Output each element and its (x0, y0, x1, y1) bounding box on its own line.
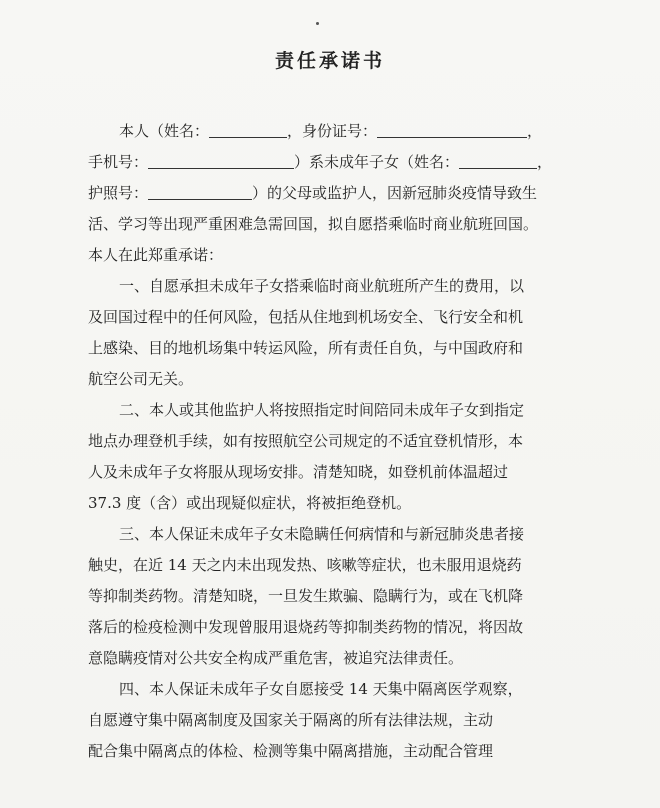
passport-tail: ）的父母或监护人，因新冠肺炎疫情导致生 (252, 184, 538, 202)
para3-line: 落后的检疫检测中发现曾服用退烧药等抑制类药物的情况，将因故 (88, 618, 524, 636)
phone-label: 手机号： (88, 153, 149, 171)
para1-line: 一、自愿承担未成年子女搭乘临时商业航班所产生的费用，以 (119, 277, 525, 295)
phone-blank[interactable] (148, 151, 294, 169)
name-label: 本人（姓名： (119, 122, 210, 140)
form-line-2 (88, 147, 628, 178)
para2-line: 人及未成年子女将服从现场安排。清楚知晓，如登机前体温超过 (88, 463, 509, 481)
para2-line: 37.3 度（含）或出现疑似症状，将被拒绝登机。 (88, 494, 412, 512)
para1-line: 航空公司无关。 (88, 370, 194, 388)
minor-end: ， (537, 153, 553, 171)
para2-line: 地点办理登机手续，如有按照航空公司规定的不适宜登机情形，本 (88, 432, 524, 450)
para1-line: 及回国过程中的任何风险，包括从住地到机场安全、飞行安全和机 (88, 308, 524, 326)
passport-blank[interactable] (148, 182, 252, 200)
para3-line: 三、本人保证未成年子女未隐瞒任何病情和与新冠肺炎患者接 (119, 525, 525, 543)
para3-line: 触史，在近 14 天之内未出现发热、咳嗽等症状，也未服用退烧药 (88, 556, 522, 574)
form-line-3 (88, 178, 628, 209)
para3-line: 等抑制类药物。清楚知晓，一旦发生欺骗、隐瞒行为，或在飞机降 (88, 587, 524, 605)
para2-line: 二、本人或其他监护人将按照指定时间陪同未成年子女到指定 (119, 401, 525, 419)
passport-label: 护照号： (88, 184, 149, 202)
para1-line: 上感染、目的地机场集中转运风险，所有责任自负，与中国政府和 (88, 339, 524, 357)
scan-speck (316, 22, 319, 25)
id-label: ，身份证号： (287, 122, 378, 140)
id-end: ， (527, 122, 543, 140)
id-number-blank[interactable] (377, 120, 527, 138)
para3-line: 意隐瞒疫情对公共安全构成严重危害，被追究法律责任。 (88, 649, 464, 667)
form-line-1 (88, 116, 628, 147)
intro-line: 本人在此郑重承诺： (88, 246, 224, 264)
minor-label: ）系未成年子女（姓名： (294, 153, 460, 171)
minor-name-blank[interactable] (459, 151, 537, 169)
para4-line: 四、本人保证未成年子女自愿接受 14 天集中隔离医学观察， (119, 680, 523, 698)
document-title: 责任承诺书 (274, 50, 385, 72)
para4-line: 自愿遵守集中隔离制度及国家关于隔离的所有法律法规，主动 (88, 711, 494, 729)
para4-line: 配合集中隔离点的体检、检测等集中隔离措施，主动配合管理 (88, 742, 494, 760)
document-body (88, 116, 628, 767)
intro-line: 活、学习等出现严重困难急需回国，拟自愿搭乘临时商业航班回国。 (88, 215, 539, 233)
name-blank[interactable] (209, 120, 287, 138)
